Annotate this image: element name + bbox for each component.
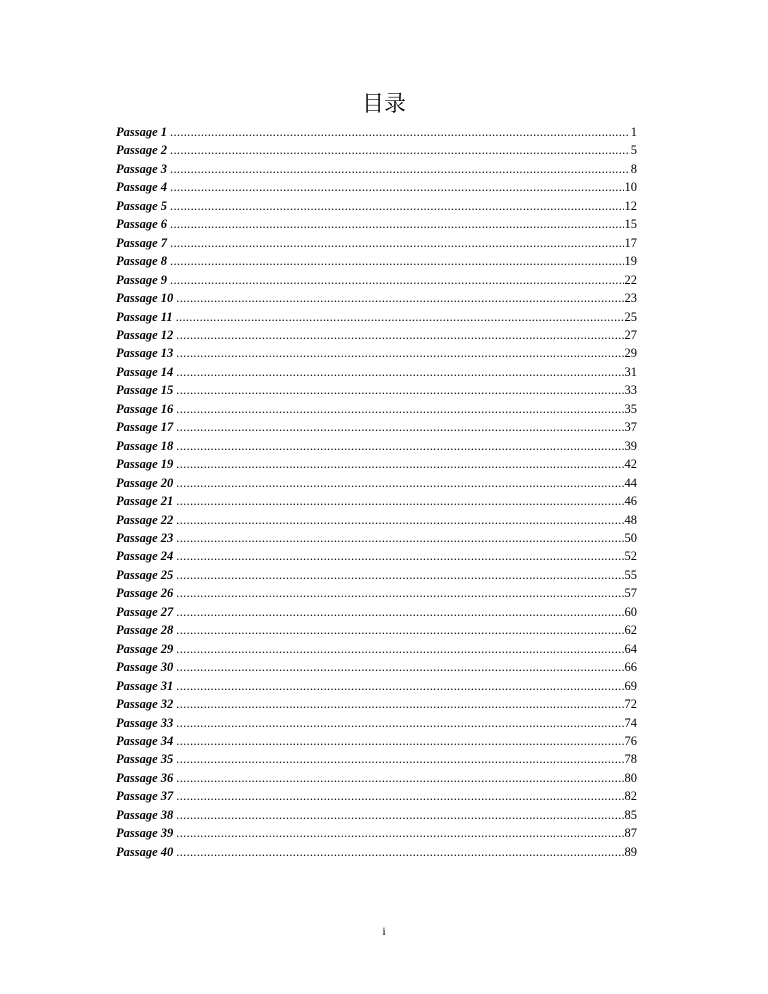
toc-entry-label: Passage 22: [116, 512, 174, 527]
toc-entry-label: Passage 5: [116, 198, 168, 213]
toc-entry-label: Passage 32: [116, 697, 174, 712]
toc-entry-page: 72: [624, 697, 637, 712]
dot-leader: [176, 363, 623, 381]
toc-entry[interactable]: [116, 695, 637, 713]
toc-entry-label: Passage 28: [116, 623, 174, 638]
toc-entry-label: Passage 27: [116, 604, 174, 619]
toc-entry-page: 12: [624, 198, 637, 213]
toc-entry-page: 25: [624, 309, 637, 324]
dot-leader: [176, 308, 624, 326]
toc-entry[interactable]: [116, 308, 637, 326]
toc-entry-label: Passage 10: [116, 291, 174, 306]
toc-entry-page: 48: [624, 512, 637, 527]
dot-leader: [176, 492, 623, 510]
toc-entry-label: Passage 1: [116, 125, 168, 139]
toc-entry-page: 29: [624, 346, 637, 361]
toc-entry[interactable]: [116, 252, 637, 270]
toc-entry-label: Passage 16: [116, 401, 174, 416]
dot-leader: [170, 234, 623, 252]
toc-entry-page: 64: [624, 641, 637, 656]
toc-entry-label: Passage 30: [116, 660, 174, 675]
toc-entry-label: Passage 19: [116, 457, 174, 472]
toc-entry[interactable]: [116, 492, 637, 510]
toc-entry-page: 76: [624, 733, 637, 748]
toc-entry-label: Passage 11: [116, 309, 173, 324]
dot-leader: [176, 511, 623, 529]
toc-entry[interactable]: [116, 215, 637, 233]
toc-entry-page: 46: [624, 494, 637, 509]
toc-entry-label: Passage 40: [116, 844, 174, 859]
toc-entry[interactable]: [116, 271, 637, 289]
toc-entry[interactable]: [116, 344, 637, 362]
toc-entry-label: Passage 6: [116, 217, 168, 232]
toc-entry-page: 27: [624, 327, 637, 342]
toc-entry-page: 19: [624, 254, 637, 269]
toc-entry-page: 31: [624, 364, 637, 379]
toc-entry-label: Passage 8: [116, 254, 168, 269]
toc-entry[interactable]: [116, 640, 637, 658]
dot-leader: [176, 344, 623, 362]
toc-entry[interactable]: [116, 418, 637, 436]
toc-entry-page: 66: [624, 660, 637, 675]
toc-entry-label: Passage 36: [116, 770, 174, 785]
dot-leader: [176, 621, 623, 639]
toc-entry-label: Passage 35: [116, 752, 174, 767]
toc-entry-page: 10: [624, 180, 637, 195]
dot-leader: [176, 529, 623, 547]
toc-entry[interactable]: [116, 141, 637, 159]
toc-entry[interactable]: [116, 123, 637, 141]
dot-leader: [176, 474, 623, 492]
toc-entry-label: Passage 3: [116, 161, 168, 176]
toc-entry[interactable]: [116, 455, 637, 473]
toc-entry[interactable]: [116, 603, 637, 621]
toc-entry-label: Passage 24: [116, 549, 174, 564]
toc-entry-page: 62: [624, 623, 637, 638]
toc-entry-page: 60: [624, 604, 637, 619]
toc-entry-label: Passage 15: [116, 383, 174, 398]
toc-title: 目录: [361, 92, 406, 117]
dot-leader: [170, 271, 623, 289]
toc-entry[interactable]: [116, 160, 637, 178]
toc-entry-label: Passage 17: [116, 420, 174, 435]
toc-entry-page: 87: [624, 826, 637, 841]
toc-entry-page: 52: [624, 549, 637, 564]
toc-entry-page: 22: [624, 272, 637, 287]
dot-leader: [170, 178, 623, 196]
toc-entry[interactable]: [116, 806, 637, 824]
toc-entry-page: 82: [624, 789, 637, 804]
toc-entry-label: Passage 7: [116, 235, 168, 250]
toc-entry-page: 44: [624, 475, 637, 490]
dot-leader: [176, 677, 623, 695]
toc-entry-label: Passage 2: [116, 143, 168, 158]
toc-entry-page: 74: [624, 715, 637, 730]
toc-entry-label: Passage 13: [116, 346, 174, 361]
toc-entry[interactable]: [116, 621, 637, 639]
toc-entry[interactable]: [116, 381, 637, 399]
dot-leader: [176, 547, 623, 565]
toc-entry-label: Passage 18: [116, 438, 174, 453]
toc-entry-page: 15: [624, 217, 637, 232]
toc-entry[interactable]: [116, 437, 637, 455]
toc-entry-page: 33: [624, 383, 637, 398]
dot-leader: [170, 252, 623, 270]
toc-entry-page: 17: [624, 235, 637, 250]
page-number: i: [382, 924, 386, 938]
dot-leader: [176, 400, 623, 418]
toc-entry[interactable]: [116, 289, 637, 307]
dot-leader: [176, 418, 623, 436]
toc-entry-label: Passage 29: [116, 641, 174, 656]
dot-leader: [176, 640, 623, 658]
toc-entry[interactable]: [116, 714, 637, 732]
toc-entry[interactable]: [116, 178, 637, 196]
dot-leader: [170, 123, 630, 141]
toc-entry[interactable]: [116, 197, 637, 215]
dot-leader: [176, 381, 623, 399]
dot-leader: [176, 603, 623, 621]
toc-entry[interactable]: [116, 566, 637, 584]
dot-leader: [176, 658, 623, 676]
toc-entry-page: 85: [624, 807, 637, 822]
toc-entry[interactable]: [116, 547, 637, 565]
toc-entry[interactable]: [116, 843, 637, 861]
dot-leader: [176, 584, 623, 602]
toc-entry-label: Passage 20: [116, 475, 174, 490]
toc-entry-label: Passage 23: [116, 530, 174, 545]
toc-entry[interactable]: [116, 363, 637, 381]
toc-entry-page: 78: [624, 752, 637, 767]
toc-entry-page: 1: [630, 125, 637, 139]
toc-entry[interactable]: [116, 326, 637, 344]
toc-entry-page: 42: [624, 457, 637, 472]
toc-entry-label: Passage 9: [116, 272, 168, 287]
toc-entry[interactable]: [116, 824, 637, 842]
dot-leader: [176, 769, 623, 787]
toc-entry[interactable]: [116, 474, 637, 492]
toc-entry-label: Passage 21: [116, 494, 174, 509]
toc-entry-label: Passage 4: [116, 180, 168, 195]
toc-entry-label: Passage 34: [116, 733, 174, 748]
toc-entry-label: Passage 12: [116, 327, 174, 342]
dot-leader: [170, 215, 623, 233]
toc-entry-page: 8: [630, 161, 637, 176]
toc-entry-page: 39: [624, 438, 637, 453]
dot-leader: [176, 732, 623, 750]
toc-entry-label: Passage 25: [116, 567, 174, 582]
dot-leader: [176, 787, 623, 805]
toc-entry-label: Passage 37: [116, 789, 174, 804]
toc-entry-page: 37: [624, 420, 637, 435]
toc-entry[interactable]: [116, 658, 637, 676]
toc-entry-page: 50: [624, 530, 637, 545]
toc-entry-page: 89: [624, 844, 637, 859]
toc-entry-label: Passage 31: [116, 678, 174, 693]
toc-entry-label: Passage 39: [116, 826, 174, 841]
toc-entry-label: Passage 33: [116, 715, 174, 730]
dot-leader: [170, 197, 623, 215]
toc-entry-page: 35: [624, 401, 637, 416]
dot-leader: [176, 695, 623, 713]
toc-entry-label: Passage 26: [116, 586, 174, 601]
dot-leader: [176, 566, 623, 584]
toc-entry-page: 57: [624, 586, 637, 601]
toc-entry-label: Passage 38: [116, 807, 174, 822]
toc-entry-page: 5: [630, 143, 637, 158]
toc-entry-page: 69: [624, 678, 637, 693]
toc-entry[interactable]: [116, 750, 637, 768]
toc-entry[interactable]: [116, 400, 637, 418]
dot-leader: [176, 326, 623, 344]
table-of-contents: [116, 123, 637, 861]
dot-leader: [176, 824, 623, 842]
dot-leader: [176, 750, 623, 768]
dot-leader: [170, 160, 630, 178]
toc-entry[interactable]: [116, 529, 637, 547]
toc-entry[interactable]: [116, 787, 637, 805]
dot-leader: [176, 437, 623, 455]
toc-entry-label: Passage 14: [116, 364, 174, 379]
dot-leader: [176, 843, 623, 861]
toc-entry[interactable]: [116, 511, 637, 529]
toc-entry[interactable]: [116, 584, 637, 602]
dot-leader: [176, 289, 623, 307]
toc-entry-page: 80: [624, 770, 637, 785]
toc-entry-page: 55: [624, 567, 637, 582]
toc-entry[interactable]: [116, 234, 637, 252]
dot-leader: [170, 141, 630, 159]
dot-leader: [176, 455, 623, 473]
toc-entry[interactable]: [116, 732, 637, 750]
dot-leader: [176, 806, 623, 824]
toc-entry[interactable]: [116, 677, 637, 695]
toc-entry-page: 23: [624, 291, 637, 306]
dot-leader: [176, 714, 623, 732]
toc-entry[interactable]: [116, 769, 637, 787]
